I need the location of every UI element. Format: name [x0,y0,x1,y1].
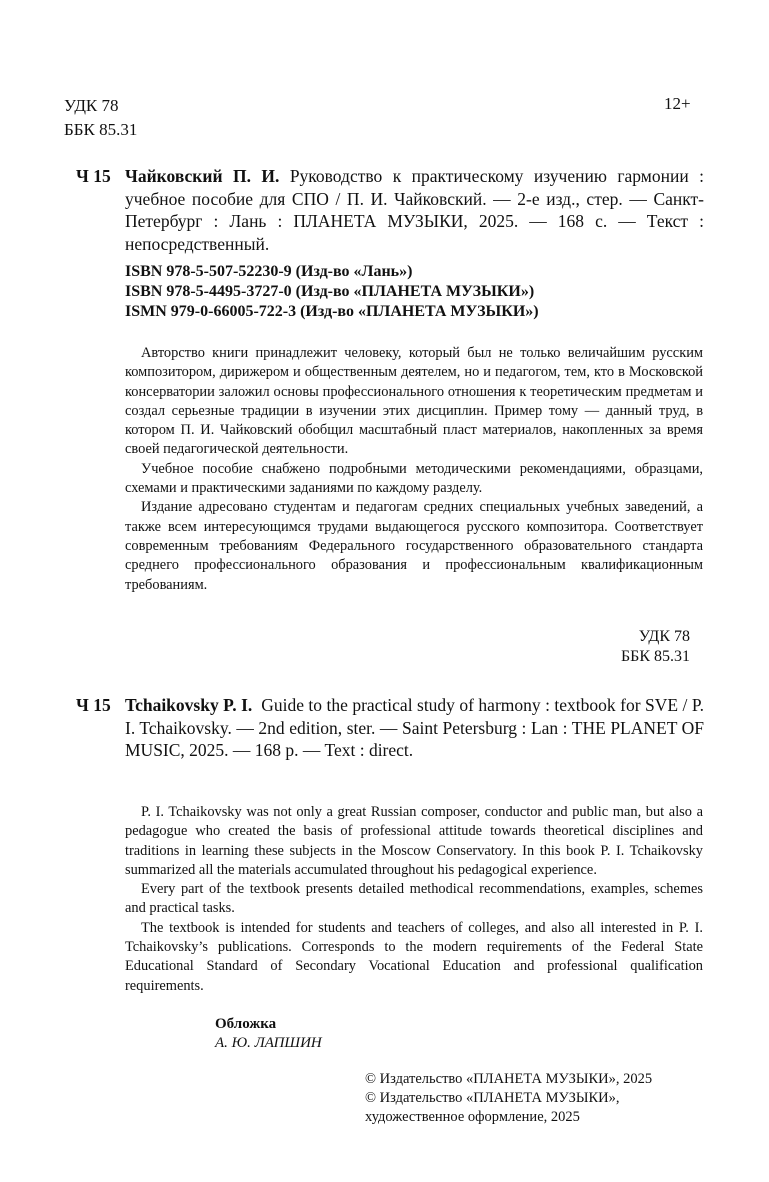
ru-bibliographic-entry [76,165,704,255]
isbn-lan: ISBN 978-5-507-52230-9 (Изд-во «Лань») [125,263,413,280]
en-author: Tchaikovsky P. I. [125,695,253,715]
en-bibliographic-entry [76,694,704,762]
ismn-planeta: ISMN 979-0-66005-722-3 (Изд-во «ПЛАНЕТА МУЗЫКИ») [125,303,539,320]
cover-credit [215,1015,322,1053]
isbn-planeta: ISBN 978-5-4495-3727-0 (Изд-во «ПЛАНЕТА МУЗЫКИ») [125,283,535,300]
bbk-code-bottom: ББК 85.31 [620,648,690,665]
copyright-line: © Издательство «ПЛАНЕТА МУЗЫКИ», [365,1090,620,1106]
ru-abstract-paragraph: Авторство книги принадлежит человеку, который был не только величайшим русским композитором, дирижером и общественным деятелем, но и педагогом, тем, кто в Московской консерватории заложил основы профессионального отношения к теоретическим предметам и создал серьезные традиции в изучении этих дисциплин. Пример тому — данный труд, в котором П. И. Чайковский обобщил масштабный пласт материалов, накопленных за время своей педагогической деятельности. [125,345,703,458]
ru-abstract-paragraph: Учебное пособие снабжено подробными методическими рекомендациями, образцами, схемами и практическими заданиями по каждому разделу. [125,460,703,497]
ru-author: Чайковский П. И. [125,166,280,186]
cover-designer: А. Ю. ЛАПШИН [215,1035,322,1051]
classification-header [64,94,137,142]
copyright-block [365,1070,652,1127]
ru-abstract-paragraph: Издание адресовано студентам и педагогам средних специальных учебных заведений, а также всем интересующимся трудами выдающегося русского композитора. Соответствует современным требованиям Федерального государственного образовательного стандарта среднего профессионального образования и профессиональным квалификационным требованиям. [125,499,703,593]
classification-footer [612,627,690,667]
ru-description: Руководство к практическому изучению гармонии : учебное пособие для СПО / П. И. Чайковский. — 2-е изд., стер. — Санкт-Петербург : Лань : ПЛАНЕТА МУЗЫКИ, 2025. — 168 с. — Текст : непосредственный. [125,166,704,254]
en-abstract-paragraph: Every part of the textbook presents detailed methodical recommendations, examples, schemes and practical tasks. [125,881,703,917]
cover-label: Обложка [215,1016,277,1032]
copyright-line: © Издательство «ПЛАНЕТА МУЗЫКИ», 2025 [365,1071,653,1087]
ru-abstract [125,344,703,595]
en-abstract-paragraph: P. I. Tchaikovsky was not only a great Russian composer, conductor and public man, but also a pedagogue who created the basis of professional attitude towards theoretical disciplines and traditions in learning these subjects in the Moscow Conservatory. In this book P. I. Tchaikovsky summarized all the materials accumulated throughout his pedagogical experience. [125,804,703,878]
udk-code-bottom: УДК 78 [638,628,690,645]
en-abstract-paragraph: The textbook is intended for students and teachers of colleges, and also all interested in P. I. Tchaikovsky’s publications. Corresponds to the modern requirements of the Federal State Educational Standard of Secondary Vocational Education and professional qualification requirements. [125,919,703,994]
udk-code: УДК 78 [64,96,119,115]
bbk-code: ББК 85.31 [64,120,138,139]
en-description: Guide to the practical study of harmony : textbook for SVE / P. I. Tchaikovsky. — 2nd edition, ster. — Saint Petersburg : Lan : THE PLANET OF MUSIC, 2025. — 168 p. — Text : direct. [125,695,704,760]
copyright-line: художественное оформление, 2025 [365,1109,580,1125]
isbn-block [125,262,539,322]
ru-author-mark: Ч 15 [76,166,111,186]
age-rating: 12+ [664,94,691,113]
en-abstract [125,803,703,996]
en-author-mark: Ч 15 [76,695,111,715]
